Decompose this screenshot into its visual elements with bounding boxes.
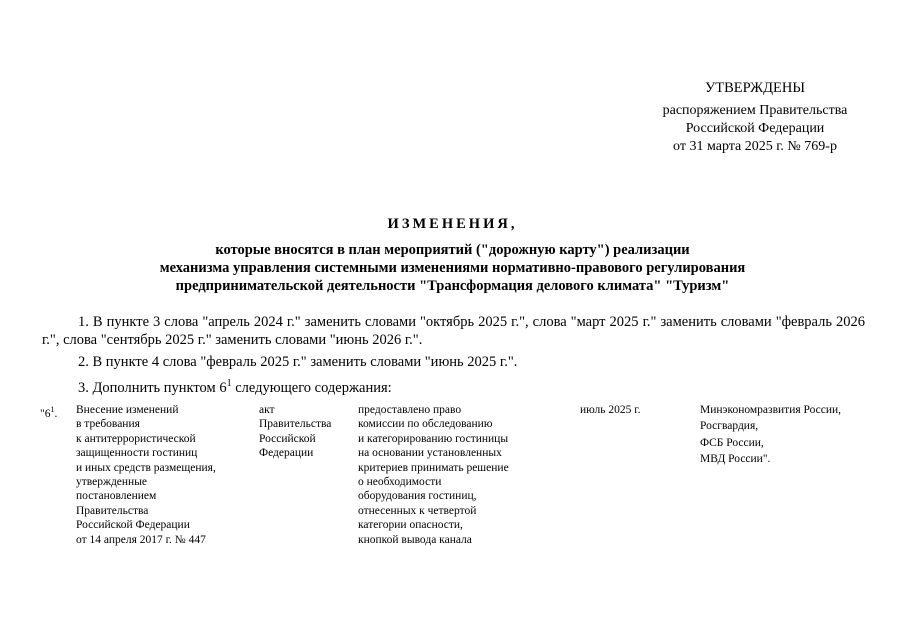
event-line: утвержденные — [76, 476, 148, 489]
result-line: и категорированию гостиницы — [358, 432, 509, 445]
act-line: Правительства — [259, 418, 332, 431]
act-line: Российской — [259, 432, 316, 445]
event-line: Правительства — [76, 504, 149, 517]
result-line: категории опасности, — [358, 519, 463, 532]
responsible-line: Росгвардия, — [700, 420, 759, 433]
responsible-line: ФСБ России, — [700, 436, 764, 449]
event-line: Внесение изменений — [76, 404, 179, 416]
result-line: критериев принимать решение — [358, 461, 509, 474]
event-line: в требования — [76, 418, 140, 431]
result-line: на основании установленных — [358, 447, 502, 460]
approval-title: УТВЕРЖДЕНЫ — [704, 80, 806, 96]
paragraph-2: 2. В пункте 4 слова "февраль 2025 г." заменить словами "июнь 2025 г.". — [78, 354, 518, 370]
result-line: оборудования гостиниц, — [358, 490, 477, 503]
responsible-line: МВД России". — [700, 453, 771, 466]
event-line: к антитеррористической — [76, 432, 196, 445]
heading-line: механизма управления системными изменениями нормативно-правового регулирования — [159, 260, 746, 276]
event-line: постановлением — [76, 490, 157, 503]
paragraph-3-superscript: 1 — [226, 378, 232, 389]
approval-line: распоряжением Правительства — [662, 103, 848, 118]
event-line: защищенности гостиниц — [76, 447, 198, 460]
result-line: кнопкой вывода канала — [358, 533, 472, 546]
heading-line: предпринимательской деятельности "Трансформация делового климата" "Туризм" — [175, 278, 730, 294]
result-line: отнесенных к четвертой — [358, 504, 477, 517]
expected-result — [358, 403, 558, 547]
event-description — [76, 403, 256, 547]
deadline: июль 2025 г. — [580, 404, 641, 416]
approval-line: Российской Федерации — [685, 121, 825, 136]
act-type — [259, 403, 349, 461]
amendment-paragraphs — [42, 313, 865, 401]
act-line: Федерации — [259, 447, 314, 460]
item-number — [40, 403, 70, 421]
item-number-superscript: 1 — [50, 405, 55, 414]
act-line: акт — [259, 404, 275, 416]
paragraph-3-suffix: следующего содержания: — [231, 379, 392, 396]
item-number-suffix: . — [54, 407, 58, 420]
responsible-agencies — [700, 403, 880, 469]
item-number-prefix: "6 — [40, 407, 51, 420]
responsible-line: Минэкономразвития России, — [700, 404, 842, 416]
event-line: Российской Федерации — [76, 519, 190, 532]
result-line: комиссии по обследованию — [358, 418, 493, 431]
event-line: и иных средств размещения, — [76, 461, 216, 474]
heading-title: ИЗМЕНЕНИЯ, — [387, 216, 518, 232]
approval-block — [640, 80, 870, 156]
paragraph-3-prefix: 3. Дополнить пунктом 6 — [78, 379, 227, 396]
event-line: от 14 апреля 2017 г. № 447 — [76, 533, 206, 546]
heading-line: которые вносятся в план мероприятий ("дорожную карту") реализации — [215, 242, 690, 258]
paragraph-3 — [42, 375, 865, 397]
approval-line: от 31 марта 2025 г. № 769-р — [673, 139, 837, 154]
document-heading — [0, 215, 905, 295]
paragraph-1: 1. В пункте 3 слова "апрель 2024 г." заменить словами "октябрь 2025 г.", слова "март 2025 г." заменить словами "февраль 2026 г.", слова "сентябрь 2025 г." заменить словами "июнь 2026 г.". — [42, 314, 865, 348]
result-line: о необходимости — [358, 476, 442, 489]
result-line: предоставлено право — [358, 404, 462, 416]
